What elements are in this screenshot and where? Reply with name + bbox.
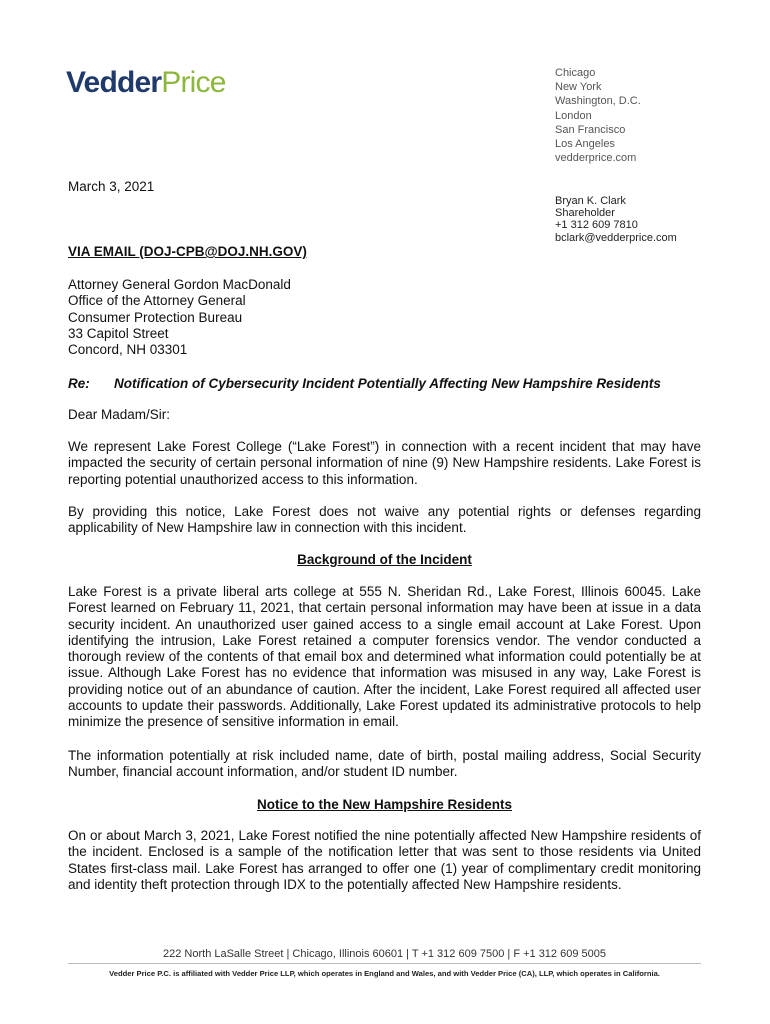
- footer-disclaimer: Vedder Price P.C. is affiliated with Vedder Price LLP, which operates in England and Wales, and with Vedder Price (CA), LLP, which operates in California.: [109, 969, 660, 978]
- background-heading-text: Background of the Incident: [297, 552, 472, 567]
- background-paragraph: Lake Forest is a private liberal arts college at 555 N. Sheridan Rd., Lake Forest, Illinois 60045. Lake Forest learned on February 11, 2021, that certain personal information may have been at issue in a data security incident. An unauthorized user gained access to a single email account at Lake Forest. Upon identifying the intrusion, Lake Forest retained a computer forensics vendor. The vendor conducted a thorough review of the contents of that email box and determined what information could potentially be at issue. Although Lake Forest has no evidence that information was misused in any way, Lake Forest is providing notice out of an abundance of caution. After the incident, Lake Forest required all affected user accounts to update their passwords. Additionally, Lake Forest updated its administrative protocols to help minimize the presence of sensitive information in email.: [68, 584, 701, 730]
- notice-heading-text: Notice to the New Hampshire Residents: [256, 797, 513, 812]
- subject-line: [68, 376, 708, 391]
- office-item: Washington, D.C.: [555, 95, 641, 108]
- vedder-price-logo: [66, 66, 226, 100]
- re-subject: Notification of Cybersecurity Incident Potentially Affecting New Hampshire Residents: [114, 376, 661, 391]
- logo-price: Price: [161, 66, 226, 99]
- recipient-address: [68, 277, 291, 358]
- re-label: Re:: [68, 376, 90, 391]
- footer-divider: [68, 963, 701, 964]
- notice-heading: [68, 797, 701, 812]
- office-list: [555, 66, 641, 165]
- salutation: Dear Madam/Sir:: [68, 407, 171, 422]
- address-line: Consumer Protection Bureau: [68, 309, 243, 325]
- address-line: 33 Capitol Street: [68, 325, 169, 341]
- office-item: San Francisco: [555, 123, 626, 136]
- info-at-risk-paragraph: The information potentially at risk included name, date of birth, postal mailing address, Social Security Number, financial account information, and/or student ID number.: [68, 748, 701, 780]
- sender-email: bclark@vedderprice.com: [555, 231, 677, 244]
- sender-block: [555, 195, 677, 244]
- office-item: Chicago: [555, 67, 596, 79]
- address-line: Concord, NH 03301: [68, 342, 188, 358]
- office-item: Los Angeles: [555, 138, 615, 151]
- background-heading: [68, 552, 701, 567]
- sender-title: Shareholder: [555, 207, 615, 220]
- footer-address: 222 North LaSalle Street | Chicago, Illinois 60601 | T +1 312 609 7500 | F +1 312 609 5005: [163, 948, 606, 960]
- address-line: Office of the Attorney General: [68, 293, 246, 309]
- delivery-method: VIA EMAIL (DOJ-CPB@DOJ.NH.GOV): [68, 244, 307, 259]
- intro-paragraph: We represent Lake Forest College (“Lake Forest”) in connection with a recent incident that may have impacted the security of certain personal information of nine (9) New Hampshire residents. Lake Forest is reporting potential unauthorized access to this information.: [68, 439, 701, 487]
- address-line: Attorney General Gordon MacDonald: [68, 277, 291, 292]
- sender-phone: +1 312 609 7810: [555, 219, 638, 232]
- notice-paragraph: On or about March 3, 2021, Lake Forest notified the nine potentially affected New Hampshire residents of the incident. Enclosed is a sample of the notification letter that was sent to those residents via United States first-class mail. Lake Forest has arranged to offer one (1) year of complimentary credit monitoring and identity theft protection through IDX to the potentially affected New Hampshire residents.: [68, 828, 701, 892]
- sender-name: Bryan K. Clark: [555, 195, 626, 207]
- logo-vedder: Vedder: [66, 66, 162, 99]
- office-item: London: [555, 109, 592, 122]
- letter-date: March 3, 2021: [68, 179, 155, 194]
- waiver-paragraph: By providing this notice, Lake Forest does not waive any potential rights or defenses regarding applicability of New Hampshire law in connection with this incident.: [68, 504, 701, 536]
- office-item: New York: [555, 81, 602, 94]
- firm-website: vedderprice.com: [555, 152, 637, 165]
